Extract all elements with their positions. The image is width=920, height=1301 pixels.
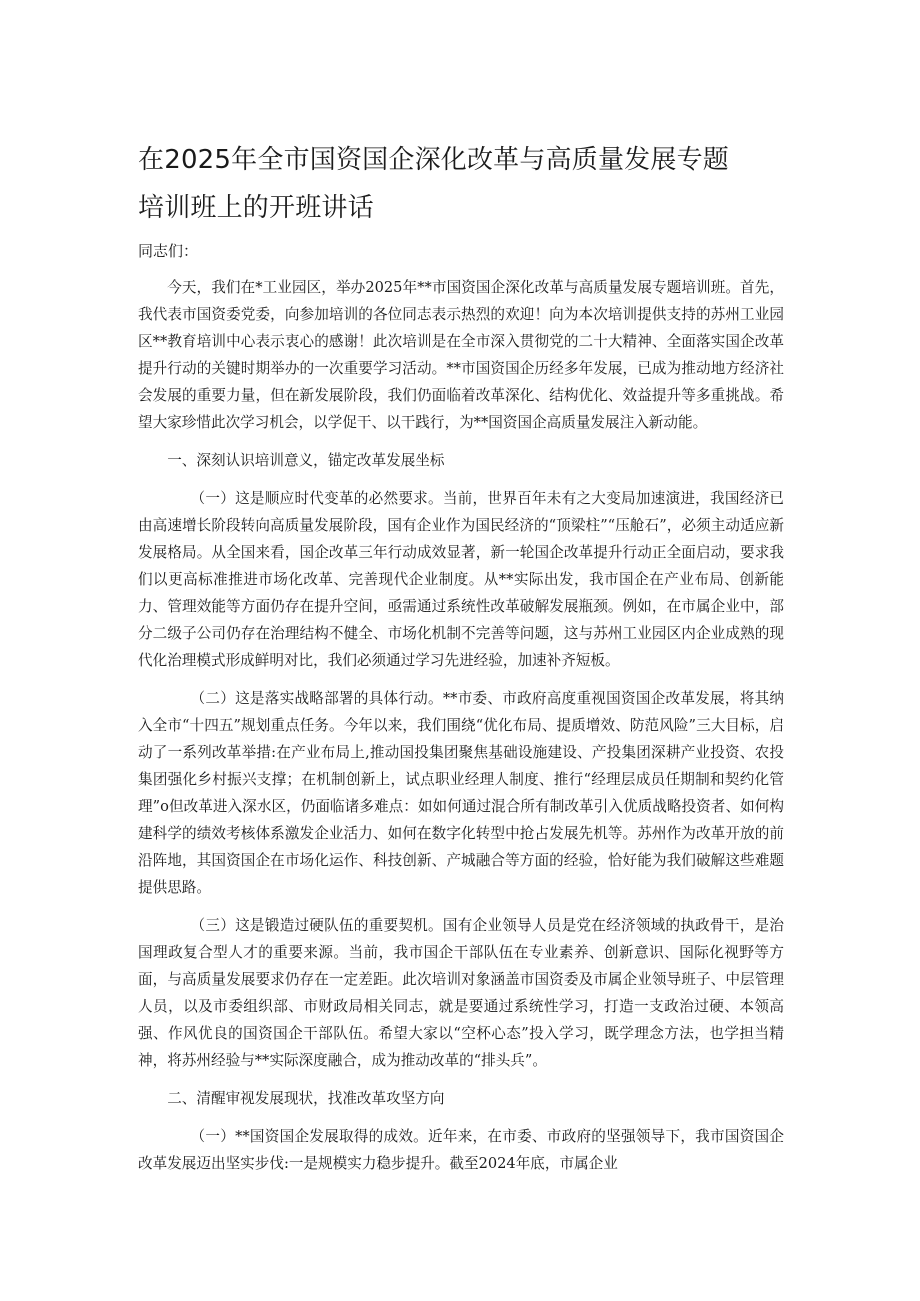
document-page — [138, 136, 784, 1188]
section-1-paragraph-3: （三）这是锻造过硬队伍的重要契机。国有企业领导人员是党在经济领域的执政骨干，是治国理政复合型人才的重要来源。当前，我市国企干部队伍在专业素养、创新意识、国际化视野等方面，与高质量发展要求仍存在一定差距。此次培训对象涵盖市国资委及市属企业领导班子、中层管理人员，以及市委组织部、市财政局相关同志，就是要通过系统性学习，打造一支政治过硬、本领高强、作风优良的国资国企干部队伍。希望大家以“空杯心态”投入学习，既学理念方法，也学担当精神，将苏州经验与**实际深度融合，成为推动改革的“排头兵”。 — [138, 917, 784, 1069]
salutation: 同志们： — [138, 242, 199, 260]
intro-paragraph: 今天，我们在*工业园区，举办2025年**市国资国企深化改革与高质量发展专题培训班。首先，我代表市国资委党委，向参加培训的各位同志表示热烈的欢迎！向为本次培训提供支持的苏州工业园区**教育培训中心表示衷心的感谢！此次培训是在全市深入贯彻党的二十大精神、全面落实国企改革提升行动的关键时期举办的一次重要学习活动。**市国资国企历经多年发展，已成为推动地方经济社会发展的重要力量，但在新发展阶段，我们仍面临着改革深化、结构优化、效益提升等多重挑战。希望大家珍惜此次学习机会，以学促干、以干践行，为**国资国企高质量发展注入新动能。 — [138, 279, 784, 431]
title-line-2: 培训班上的开班讲话 — [138, 193, 374, 223]
section-1-heading: 一、深刻认识培训意义，锚定改革发展坐标 — [167, 452, 445, 469]
section-2-paragraph-1: （一）**国资国企发展取得的成效。近年来，在市委、市政府的坚强领导下，我市国资国企改革发展迈出坚实步伐:一是规模实力稳步提升。截至2024年底，市属企业 — [138, 1128, 784, 1172]
section-1-paragraph-2: （二）这是落实战略部署的具体行动。**市委、市政府高度重视国资国企改革发展，将其纳入全市“十四五”规划重点任务。今年以来，我们围绕“优化布局、提质增效、防范风险”三大目标，启动了一系列改革举措:在产业布局上,推动国投集团聚焦基础设施建设、产投集团深耕产业投资、农投集团强化乡村振兴支撑；在机制创新上，试点职业经理人制度、推行“经理层成员任期制和契约化管理”o但改革进入深水区，仍面临诸多难点：如如何通过混合所有制改革引入优质战略投资者、如何构建科学的绩效考核体系激发企业活力、如何在数字化转型中抢占发展先机等。苏州作为改革开放的前沿阵地，其国资国企在市场化运作、科技创新、产城融合等方面的经验，恰好能为我们破解这些难题提供思路。 — [138, 690, 784, 896]
section-2-heading: 二、清醒审视发展现状，找准改革攻坚方向 — [167, 1090, 445, 1107]
document-title — [138, 136, 784, 232]
title-line-1: 在2025年全市国资国企深化改革与高质量发展专题 — [138, 145, 729, 175]
section-1-paragraph-1: （一）这是顺应时代变革的必然要求。当前，世界百年未有之大变局加速演进，我国经济已由高速增长阶段转向高质量发展阶段，国有企业作为国民经济的“顶梁柱”“压舱石”，必须主动适应新发展格局。从全国来看，国企改革三年行动成效显著，新一轮国企改革提升行动正全面启动，要求我们以更高标准推进市场化改革、完善现代企业制度。从**实际出发，我市国企在产业布局、创新能力、管理效能等方面仍存在提升空间，亟需通过系统性改革破解发展瓶颈。例如，在市属企业中，部分二级子公司仍存在治理结构不健全、市场化机制不完善等问题，这与苏州工业园区内企业成熟的现代化治理模式形成鲜明对比，我们必须通过学习先进经验，加速补齐短板。 — [138, 490, 784, 669]
